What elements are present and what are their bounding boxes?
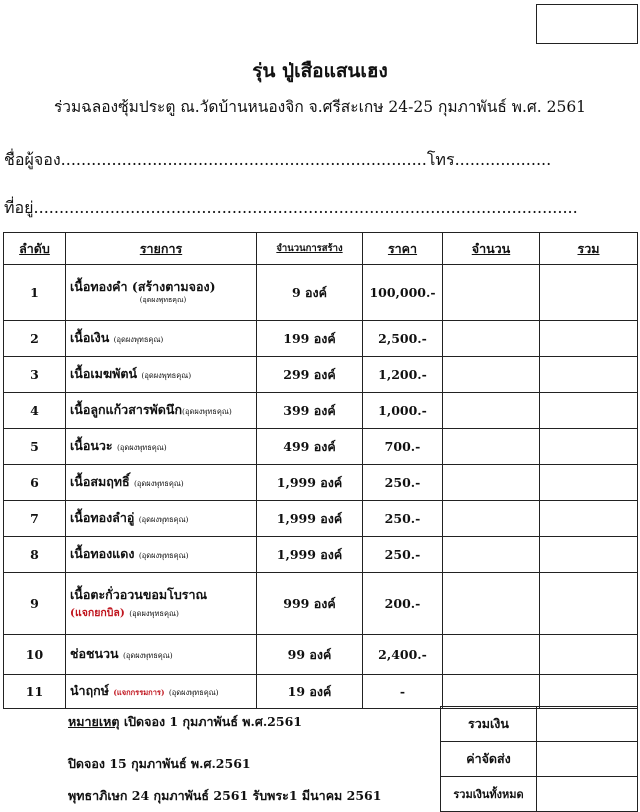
table-row bbox=[4, 537, 638, 573]
row-price: 250.- bbox=[363, 537, 443, 573]
item-name: เนื้อทองลำอู่ bbox=[70, 510, 135, 526]
item-name: เนื้อตะกั่วอวนขอมโบราณ bbox=[70, 586, 208, 602]
row-number: 4 bbox=[4, 393, 66, 429]
row-amount-cell[interactable] bbox=[443, 357, 540, 393]
shipping-value-cell[interactable] bbox=[537, 742, 638, 777]
item-name: เนื้อเมฆพัตน์ bbox=[70, 366, 138, 382]
row-item bbox=[66, 573, 257, 635]
row-made: 19 องค์ bbox=[257, 675, 363, 709]
table-row bbox=[4, 573, 638, 635]
row-made: 999 องค์ bbox=[257, 573, 363, 635]
note-close: ปิดจอง 15 กุมภาพันธ์ พ.ศ.2561 bbox=[68, 756, 251, 771]
row-made: 9 องค์ bbox=[257, 265, 363, 321]
row-number: 1 bbox=[4, 265, 66, 321]
row-amount-cell[interactable] bbox=[443, 537, 540, 573]
address-label: ที่อยู่ bbox=[4, 198, 34, 217]
row-number: 9 bbox=[4, 573, 66, 635]
row-item bbox=[66, 537, 257, 573]
row-item bbox=[66, 357, 257, 393]
row-number: 5 bbox=[4, 429, 66, 465]
row-amount-cell[interactable] bbox=[443, 573, 540, 635]
row-made: 199 องค์ bbox=[257, 321, 363, 357]
name-label: ชื่อผู้จอง bbox=[4, 150, 61, 169]
row-price: 1,000.- bbox=[363, 393, 443, 429]
remark-label: หมายเหตุ bbox=[68, 714, 120, 729]
totals-table bbox=[440, 706, 638, 812]
row-amount-cell[interactable] bbox=[443, 393, 540, 429]
name-field[interactable]: ........................................................................ bbox=[60, 150, 427, 169]
item-red-note: (แจกยกบิล) bbox=[70, 606, 125, 619]
row-number: 7 bbox=[4, 501, 66, 537]
row-amount-cell[interactable] bbox=[443, 321, 540, 357]
row-amount-cell[interactable] bbox=[443, 465, 540, 501]
item-note: (อุดผงพุทธคุณ) bbox=[141, 371, 192, 381]
row-item bbox=[66, 635, 257, 675]
row-number: 8 bbox=[4, 537, 66, 573]
row-number: 2 bbox=[4, 321, 66, 357]
table-row bbox=[4, 321, 638, 357]
row-price: 2,500.- bbox=[363, 321, 443, 357]
row-made: 99 องค์ bbox=[257, 635, 363, 675]
item-note: (อุดผงพุทธคุณ) bbox=[138, 515, 189, 525]
row-price: 250.- bbox=[363, 465, 443, 501]
row-total-cell[interactable] bbox=[540, 393, 638, 429]
table-row bbox=[4, 675, 638, 709]
item-note: (อุดผงพุทธคุณ) bbox=[138, 551, 189, 561]
row-price: 1,200.- bbox=[363, 357, 443, 393]
row-total-cell[interactable] bbox=[540, 573, 638, 635]
row-made: 499 องค์ bbox=[257, 429, 363, 465]
row-item bbox=[66, 429, 257, 465]
page-title: รุ่น ปู่เสือแสนเฮง bbox=[252, 60, 388, 82]
item-note: (อุดผงพุทธคุณ) bbox=[134, 479, 184, 489]
table-row bbox=[4, 635, 638, 675]
item-note: (อุดผงพุทธคุณ) bbox=[113, 335, 164, 345]
address-field[interactable]: ........................................................................................................... bbox=[33, 198, 578, 217]
table-header-row bbox=[4, 233, 638, 265]
totals-row bbox=[441, 777, 638, 812]
item-note: (อุดผงพุทธคุณ) bbox=[129, 608, 179, 618]
row-price: 700.- bbox=[363, 429, 443, 465]
row-total-cell[interactable] bbox=[540, 501, 638, 537]
open-date: เปิดจอง 1 กุมภาพันธ์ พ.ศ.2561 bbox=[123, 714, 302, 729]
page-subtitle: ร่วมฉลองซุ้มประตู ณ.วัดบ้านหนองจิก จ.ศรีสะเกษ 24-25 กุมภาพันธ์ พ.ศ. 2561 bbox=[53, 98, 587, 116]
row-number: 11 bbox=[4, 675, 66, 709]
row-total-cell[interactable] bbox=[540, 635, 638, 675]
row-number: 6 bbox=[4, 465, 66, 501]
row-total-cell[interactable] bbox=[540, 429, 638, 465]
phone-field[interactable]: ................... bbox=[454, 150, 552, 169]
item-note: (อุดผงพุทธคุณ) bbox=[122, 651, 173, 661]
address-line bbox=[4, 196, 636, 221]
row-amount-cell[interactable] bbox=[443, 635, 540, 675]
item-note: (อุดผงพุทธคุณ) bbox=[168, 688, 219, 698]
item-name: เนื้อสมฤทธิ์ bbox=[70, 474, 130, 490]
table-row bbox=[4, 265, 638, 321]
row-item bbox=[66, 501, 257, 537]
item-name: เนื้อนวะ bbox=[70, 438, 113, 454]
row-item bbox=[66, 675, 257, 709]
row-total-cell[interactable] bbox=[540, 675, 638, 709]
note-open bbox=[68, 712, 302, 732]
row-item bbox=[66, 465, 257, 501]
sum-label: รวมเงิน bbox=[441, 707, 537, 742]
order-table bbox=[3, 232, 638, 709]
note-ceremony: พุทธาภิเษก 24 กุมภาพันธ์ 2561 รับพระ1 มีนาคม 2561 bbox=[68, 788, 382, 803]
row-amount-cell[interactable] bbox=[443, 501, 540, 537]
row-made: 1,999 องค์ bbox=[257, 465, 363, 501]
row-amount-cell[interactable] bbox=[443, 429, 540, 465]
row-total-cell[interactable] bbox=[540, 537, 638, 573]
col-item: รายการ bbox=[66, 233, 257, 265]
row-number: 3 bbox=[4, 357, 66, 393]
row-price: - bbox=[363, 675, 443, 709]
phone-label: โทร bbox=[426, 150, 455, 169]
row-item bbox=[66, 265, 257, 321]
row-made: 399 องค์ bbox=[257, 393, 363, 429]
table-row bbox=[4, 393, 638, 429]
col-amount: จำนวน bbox=[443, 233, 540, 265]
row-total-cell[interactable] bbox=[540, 465, 638, 501]
item-name: เนื้อเงิน bbox=[70, 330, 110, 346]
item-red-note: (แจกกรรมการ) bbox=[113, 688, 165, 698]
totals-row bbox=[441, 707, 638, 742]
table-row bbox=[4, 501, 638, 537]
row-item bbox=[66, 321, 257, 357]
row-price: 2,400.- bbox=[363, 635, 443, 675]
item-name: ช่อชนวน bbox=[70, 646, 119, 662]
totals-row bbox=[441, 742, 638, 777]
item-name: เนื้อทองคำ (สร้างตามจอง) bbox=[70, 279, 216, 295]
col-total: รวม bbox=[540, 233, 638, 265]
sum-value-cell[interactable] bbox=[537, 707, 638, 742]
row-total-cell[interactable] bbox=[540, 357, 638, 393]
col-made: จำนวนการสร้าง bbox=[257, 233, 363, 265]
item-name: เนื้อลูกแก้วสารพัดนึก bbox=[70, 402, 183, 418]
row-made: 299 องค์ bbox=[257, 357, 363, 393]
col-order: ลำดับ bbox=[4, 233, 66, 265]
table-row bbox=[4, 429, 638, 465]
item-note: (อุดผงพุทธคุณ) bbox=[182, 407, 232, 417]
row-total-cell[interactable] bbox=[540, 265, 638, 321]
row-made: 1,999 องค์ bbox=[257, 501, 363, 537]
row-price: 100,000.- bbox=[363, 265, 443, 321]
item-name: เนื้อทองแดง bbox=[70, 546, 135, 562]
col-price: ราคา bbox=[363, 233, 443, 265]
table-row bbox=[4, 465, 638, 501]
row-amount-cell[interactable] bbox=[443, 265, 540, 321]
item-name: นำฤกษ์ bbox=[70, 683, 109, 699]
name-line bbox=[4, 148, 636, 173]
row-price: 200.- bbox=[363, 573, 443, 635]
row-number: 10 bbox=[4, 635, 66, 675]
item-note: (อุดผงพุทธคุณ) bbox=[139, 296, 187, 305]
office-use-box bbox=[536, 4, 638, 44]
row-made: 1,999 องค์ bbox=[257, 537, 363, 573]
row-total-cell[interactable] bbox=[540, 321, 638, 357]
item-note: (อุดผงพุทธคุณ) bbox=[116, 443, 167, 453]
shipping-label: ค่าจัดส่ง bbox=[441, 742, 537, 777]
table-row bbox=[4, 357, 638, 393]
grand-total-value-cell[interactable] bbox=[537, 777, 638, 812]
row-price: 250.- bbox=[363, 501, 443, 537]
row-item bbox=[66, 393, 257, 429]
row-amount-cell[interactable] bbox=[443, 675, 540, 709]
grand-total-label: รวมเงินทั้งหมด bbox=[441, 777, 537, 812]
